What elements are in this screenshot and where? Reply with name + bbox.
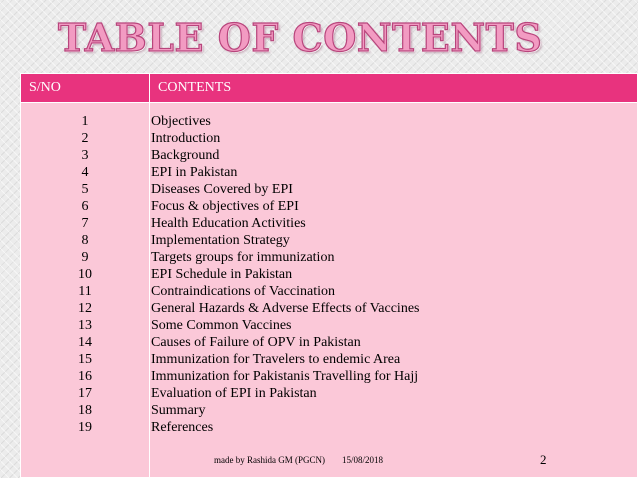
row-item: Immunization for Travelers to endemic Area [151,352,401,367]
row-item: Summary [151,403,206,418]
header-contents: CONTENTS [150,74,638,103]
row-item: Objectives [151,114,211,129]
row-number: 13 [78,318,92,333]
row-number: 14 [78,335,92,350]
row-item: Background [151,148,220,163]
row-number: 19 [78,420,92,435]
row-number: 18 [78,403,92,418]
row-item: Immunization for Pakistanis Travelling for Hajj [151,369,419,384]
row-item: EPI in Pakistan [151,165,238,180]
row-number: 4 [81,165,89,180]
row-number: 8 [81,233,89,248]
footer-author: made by Rashida GM (PGCN) [214,455,325,465]
row-item: Diseases Covered by EPI [151,182,293,197]
row-number: 3 [81,148,89,163]
row-number: 15 [78,352,92,367]
row-number: 1 [81,114,89,129]
row-item: General Hazards & Adverse Effects of Vaccines [151,301,420,316]
row-item: Contraindications of Vaccination [151,284,336,299]
slide-title: TABLE OF CONTENTS [58,15,543,60]
row-item: Introduction [151,131,221,146]
row-item: Health Education Activities [151,216,306,231]
row-item: Causes of Failure of OPV in Pakistan [151,335,361,350]
header-sno: S/NO [21,74,150,103]
row-number: 7 [81,216,89,231]
contents-column [150,103,638,478]
row-item: Focus & objectives of EPI [151,199,299,214]
row-number: 5 [81,182,89,197]
row-item: Targets groups for immunization [151,250,335,265]
row-item: EPI Schedule in Pakistan [151,267,293,282]
serial-number-column [21,103,150,478]
row-item: Implementation Strategy [151,233,290,248]
table-header-row [21,74,638,103]
row-number: 11 [78,284,92,299]
row-number: 9 [81,250,89,265]
page-number: 2 [540,452,547,467]
row-number: 16 [78,369,92,384]
footer-date: 15/08/2018 [342,455,384,465]
row-number: 2 [81,131,89,146]
row-item: References [151,420,214,435]
table-body-row [21,103,638,478]
row-number: 10 [78,267,92,282]
row-number: 6 [81,199,89,214]
contents-table [20,73,638,478]
row-number: 12 [78,301,92,316]
row-item: Some Common Vaccines [151,318,292,333]
row-item: Evaluation of EPI in Pakistan [151,386,317,401]
row-number: 17 [78,386,92,401]
